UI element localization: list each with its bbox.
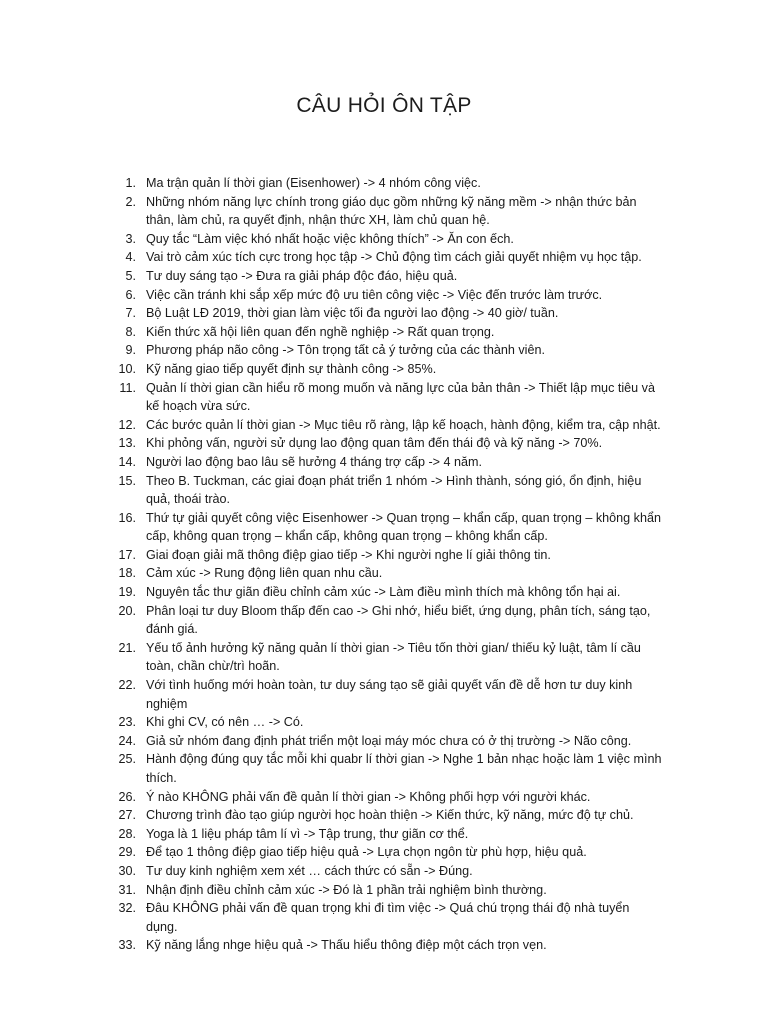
- question-item: [104, 453, 664, 472]
- question-item: [104, 825, 664, 844]
- question-item: [104, 881, 664, 900]
- question-item: [104, 583, 664, 602]
- question-text: Nhận định điều chỉnh cảm xúc -> Đó là 1 phần trải nghiệm bình thường.: [146, 882, 547, 897]
- question-item: [104, 286, 664, 305]
- question-item: [104, 304, 664, 323]
- question-text: Các bước quản lí thời gian -> Mục tiêu rõ ràng, lập kế hoạch, hành động, kiểm tra, cập nhật.: [146, 417, 661, 432]
- question-number: 26.: [118, 789, 136, 804]
- question-text: Quy tắc “Làm việc khó nhất hoặc việc không thích” -> Ăn con ếch.: [146, 231, 514, 246]
- question-text: Để tạo 1 thông điệp giao tiếp hiệu quả -> Lựa chọn ngôn từ phù hợp, hiệu quả.: [146, 845, 587, 860]
- question-text: Phương pháp não công -> Tôn trọng tất cả ý tưởng của các thành viên.: [146, 343, 545, 358]
- question-item: [104, 676, 664, 713]
- question-text: Tư duy kinh nghiệm xem xét … cách thức có sẵn -> Đúng.: [146, 863, 473, 878]
- question-text: Khi phỏng vấn, người sử dụng lao động quan tâm đến thái độ và kỹ năng -> 70%.: [146, 436, 603, 451]
- question-number: 15.: [118, 473, 136, 488]
- question-number: 16.: [118, 510, 136, 525]
- question-number: 1.: [125, 176, 136, 190]
- question-number: 6.: [125, 287, 136, 302]
- page-title: CÂU HỎI ÔN TẬP: [296, 94, 472, 117]
- question-number: 27.: [118, 808, 136, 823]
- question-text: Ma trận quản lí thời gian (Eisenhower) -> 4 nhóm công việc.: [146, 176, 481, 190]
- question-item: [104, 248, 664, 267]
- question-item: [104, 713, 664, 732]
- question-number: 5.: [125, 268, 136, 283]
- question-number: 30.: [118, 863, 136, 878]
- question-number: 9.: [125, 343, 136, 358]
- question-text: Kỹ năng giao tiếp quyết định sự thành công -> 85%.: [146, 361, 437, 376]
- question-item: [104, 602, 664, 639]
- question-item: [104, 732, 664, 751]
- question-text: Hành động đúng quy tắc mỗi khi quabr lí thời gian -> Nghe 1 bản nhạc hoặc làm 1 việc mình thích.: [146, 752, 662, 785]
- question-number: 8.: [125, 324, 136, 339]
- question-text: Vai trò cảm xúc tích cực trong học tập -> Chủ động tìm cách giải quyết nhiệm vụ học tập.: [146, 250, 642, 265]
- question-list: [104, 174, 664, 955]
- question-text: Đâu KHÔNG phải vấn đề quan trọng khi đi tìm việc -> Quá chú trọng thái độ nhà tuyển dụng.: [146, 901, 630, 934]
- question-text: Quản lí thời gian cần hiểu rõ mong muốn và năng lực của bản thân -> Thiết lập mục tiêu và kế hoạch vừa sức.: [146, 380, 655, 414]
- question-number: 2.: [125, 194, 136, 209]
- question-number: 17.: [118, 547, 136, 562]
- question-item: [104, 843, 664, 862]
- question-number: 28.: [118, 826, 136, 841]
- question-item: [104, 862, 664, 881]
- question-number: 18.: [118, 566, 136, 581]
- question-text: Thứ tự giải quyết công việc Eisenhower -> Quan trọng – khẩn cấp, quan trọng – không khẩn cấp, không quan trọng – khẩn cấp, không quan trọng – không khẩn cấp.: [146, 510, 661, 544]
- question-text: Theo B. Tuckman, các giai đoạn phát triển 1 nhóm -> Hình thành, sóng gió, ổn định, hiệu quả, thoái trào.: [146, 473, 642, 507]
- question-item: [104, 546, 664, 565]
- question-item: [104, 806, 664, 825]
- question-text: Giai đoạn giải mã thông điệp giao tiếp -> Khi người nghe lí giải thông tin.: [146, 547, 551, 562]
- question-item: [104, 323, 664, 342]
- question-text: Ý nào KHÔNG phải vấn đề quản lí thời gian -> Không phối hợp với người khác.: [146, 789, 591, 804]
- question-number: 33.: [118, 938, 136, 953]
- question-text: Yếu tố ảnh hưởng kỹ năng quản lí thời gian -> Tiêu tốn thời gian/ thiếu kỷ luật, tâm lí cầu toàn, chần chừ/trì hoãn.: [146, 640, 641, 674]
- question-text: Cảm xúc -> Rung động liên quan nhu cầu.: [146, 566, 383, 581]
- question-number: 10.: [118, 361, 136, 376]
- question-number: 23.: [118, 715, 136, 730]
- question-item: [104, 899, 664, 936]
- question-text: Khi ghi CV, có nên … -> Có.: [146, 715, 304, 730]
- question-number: 32.: [118, 901, 136, 916]
- question-item: [104, 341, 664, 360]
- question-item: [104, 360, 664, 379]
- question-text: Việc cần tránh khi sắp xếp mức độ ưu tiên công việc -> Việc đến trước làm trước.: [146, 287, 603, 302]
- question-number: 29.: [118, 845, 136, 860]
- question-item: [104, 936, 664, 955]
- question-number: 13.: [118, 436, 136, 451]
- question-item: [104, 174, 664, 193]
- question-text: Nguyên tắc thư giãn điều chỉnh cảm xúc -> Làm điều mình thích mà không tổn hại ai.: [146, 585, 621, 600]
- question-item: [104, 750, 664, 787]
- question-number: 14.: [118, 454, 136, 469]
- question-item: [104, 416, 664, 435]
- question-number: 12.: [118, 417, 136, 432]
- question-text: Yoga là 1 liệu pháp tâm lí vì -> Tập trung, thư giãn cơ thể.: [146, 826, 469, 841]
- question-text: Tư duy sáng tạo -> Đưa ra giải pháp độc đáo, hiệu quả.: [146, 268, 458, 283]
- question-number: 21.: [118, 640, 136, 655]
- question-item: [104, 788, 664, 807]
- question-item: [104, 639, 664, 676]
- question-text: Kiến thức xã hội liên quan đến nghề nghiệp -> Rất quan trọng.: [146, 324, 495, 339]
- question-text: Với tình huống mới hoàn toàn, tư duy sáng tạo sẽ giải quyết vấn đề dễ hơn tư duy kinh nghiệm: [146, 678, 633, 711]
- question-text: Người lao động bao lâu sẽ hưởng 4 tháng trợ cấp -> 4 năm.: [146, 454, 483, 469]
- question-item: [104, 230, 664, 249]
- question-item: [104, 434, 664, 453]
- question-text: Bộ Luật LĐ 2019, thời gian làm việc tối đa người lao động -> 40 giờ/ tuần.: [146, 306, 559, 321]
- question-number: 20.: [118, 603, 136, 618]
- question-number: 4.: [125, 250, 136, 265]
- question-item: [104, 379, 664, 416]
- question-item: [104, 193, 664, 230]
- question-text: Chương trình đào tạo giúp người học hoàn thiện -> Kiến thức, kỹ năng, mức độ tự chủ.: [146, 808, 634, 823]
- question-number: 31.: [118, 882, 136, 897]
- question-number: 22.: [118, 678, 136, 693]
- question-text: Phân loại tư duy Bloom thấp đến cao -> Ghi nhớ, hiểu biết, ứng dụng, phân tích, sáng tạo, đánh giá.: [146, 603, 651, 637]
- question-text: Giả sử nhóm đang định phát triển một loại máy móc chưa có ở thị trường -> Não công.: [146, 733, 632, 748]
- question-number: 11.: [119, 380, 136, 395]
- question-item: [104, 509, 664, 546]
- question-number: 25.: [118, 752, 136, 767]
- question-number: 3.: [125, 231, 136, 246]
- question-text: Những nhóm năng lực chính trong giáo dục gồm những kỹ năng mềm -> nhận thức bản thân, làm chủ, ra quyết định, nhận thức XH, làm chủ quan hệ.: [146, 194, 637, 228]
- question-item: [104, 472, 664, 509]
- question-number: 7.: [125, 306, 136, 321]
- question-item: [104, 564, 664, 583]
- question-text: Kỹ năng lắng nhge hiệu quả -> Thấu hiểu thông điệp một cách trọn vẹn.: [146, 938, 547, 953]
- question-item: [104, 267, 664, 286]
- question-number: 24.: [118, 733, 136, 748]
- question-number: 19.: [118, 585, 136, 600]
